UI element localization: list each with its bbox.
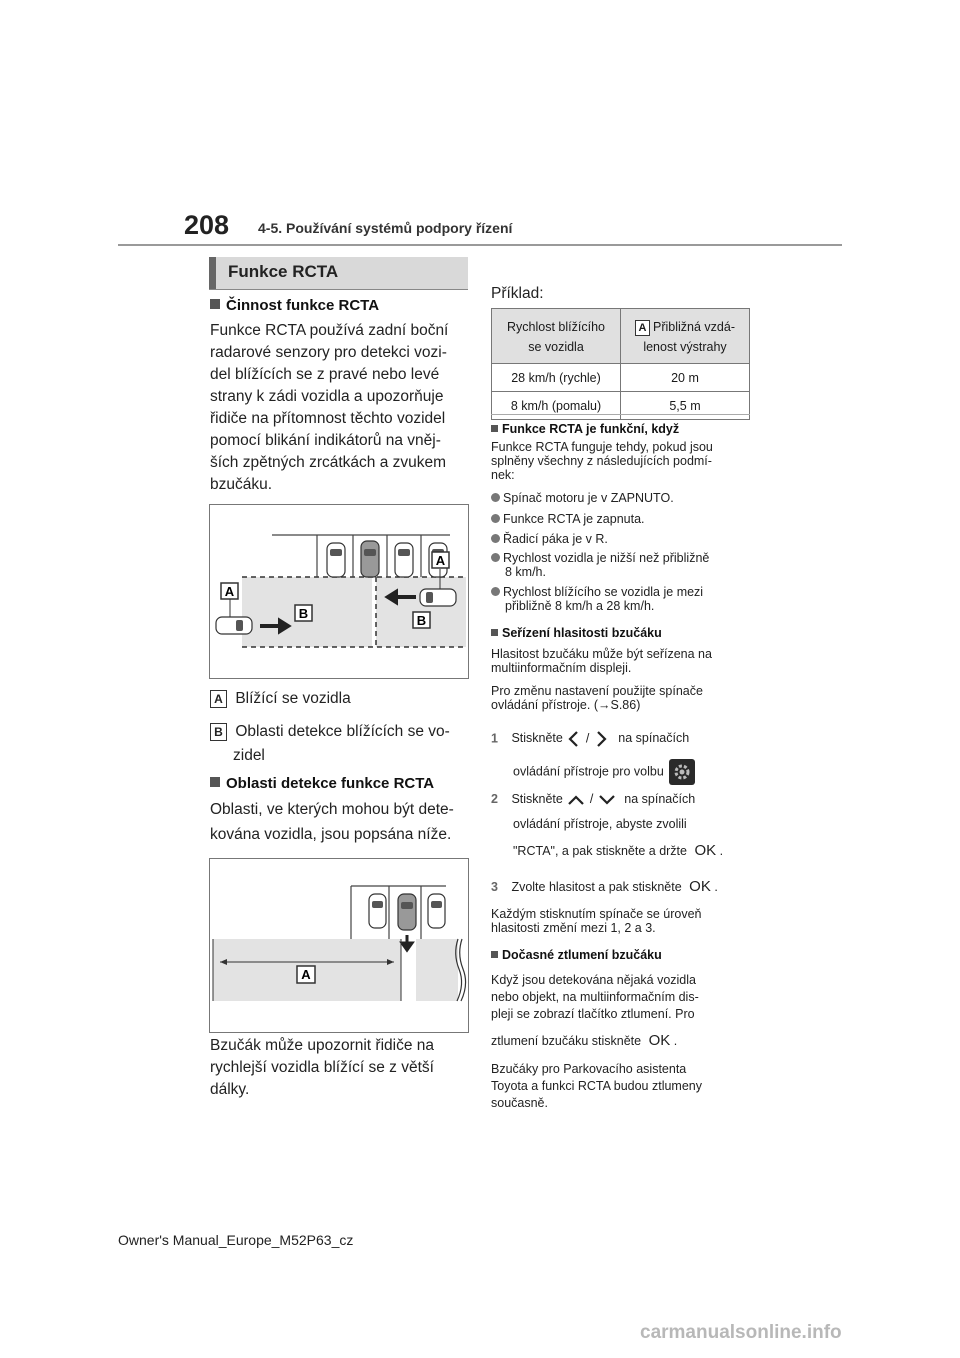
condition-item: Funkce RCTA je zapnuta. <box>491 512 645 526</box>
section-title <box>209 257 468 290</box>
square-bullet-icon <box>491 425 498 432</box>
chevron-left-icon <box>566 729 582 749</box>
figure-detection-areas <box>209 858 469 1033</box>
heading-functional: Funkce RCTA je funkční, když <box>491 422 679 436</box>
ok-button-icon: OK <box>689 878 711 895</box>
square-bullet-icon <box>210 299 220 309</box>
distance-table <box>491 308 750 420</box>
header-divider <box>118 244 842 246</box>
square-bullet-icon <box>491 629 498 636</box>
operation-paragraph: Funkce RCTA používá zadní boční radarové senzory pro detekci vozi- del blížících se z pravé nebo levé strany k zádi vozidla a upozorňuje řidiče na přítomnost těchto vozidel pomocí blikání indikátorů na vněj- ších zpětných zrcátkách a zvukem bzučáku. <box>210 322 449 493</box>
ok-button-icon: OK <box>694 842 717 859</box>
step-3: 3 Zvolte hlasitost a pak stiskněte OK . <box>491 878 718 895</box>
heading-operation: Činnost funkce RCTA <box>210 297 379 314</box>
step-1-continued: ovládání přístroje pro volbu <box>513 759 695 785</box>
svg-text:B: B <box>298 606 309 621</box>
heading-volume: Seřízení hlasitosti bzučáku <box>491 626 662 640</box>
bullet-dot-icon <box>491 553 500 562</box>
change-paragraph: Pro změnu nastavení použijte spínače ovládání přístroje. (→S.86) <box>491 684 703 712</box>
table-header-distance: A Přibližná vzdá- lenost výstrahy <box>621 309 750 364</box>
table-header-speed: Rychlost blížícího se vozidla <box>492 309 621 364</box>
step-2-line-3: "RCTA", a pak stiskněte a držte OK . <box>513 842 724 859</box>
chevron-right-icon <box>593 729 609 749</box>
step-2: 2 Stiskněte / na spínačích <box>491 792 696 806</box>
bullet-dot-icon <box>491 514 500 523</box>
condition-item: Řadicí páka je v R. <box>491 532 608 546</box>
square-bullet-icon <box>210 777 220 787</box>
svg-text:A: A <box>301 967 311 982</box>
functional-paragraph: Funkce RCTA funguje tehdy, pokud jsou splněny všechny z následujících podmí- nek: <box>491 440 713 482</box>
warning-paragraph: Bzučák může upozornit řidiče na rychlejší vozidla blížící se z větší dálky. <box>210 1037 435 1098</box>
condition-item: Rychlost vozidla je nižší než přibližně 8 km/h. <box>491 551 709 579</box>
footer-text: Owner's Manual_Europe_M52P63_cz <box>118 1232 354 1248</box>
watermark: carmanualsonline.info <box>640 1322 842 1343</box>
mute-paragraph: Když jsou detekována nějaká vozidla nebo objekt, na multiinformačním dis- pleji se zobrazí tlačítko ztlumení. Pro <box>491 973 699 1021</box>
legend-b-box: B <box>210 723 227 741</box>
rcta-operation-diagram <box>210 505 468 678</box>
square-bullet-icon <box>491 951 498 958</box>
heading-areas: Oblasti detekce funkce RCTA <box>210 775 434 792</box>
section-title-text: Funkce RCTA <box>228 262 339 281</box>
bullet-dot-icon <box>491 587 500 596</box>
step-2-line-2: ovládání přístroje, abyste zvolili <box>513 817 687 831</box>
approaching-car-left-icon <box>216 617 252 634</box>
detection-area-side <box>416 939 458 1001</box>
chevron-up-icon <box>566 793 586 807</box>
svg-text:A: A <box>435 553 446 568</box>
arrow-down-icon <box>402 935 412 950</box>
parked-car-right-icon <box>428 894 445 928</box>
table-row: 8 km/h (pomalu) 5,5 m <box>492 392 750 420</box>
condition-item: Spínač motoru je v ZAPNUTO. <box>491 491 674 505</box>
svg-text:B: B <box>416 613 427 628</box>
svg-text:A: A <box>224 584 235 599</box>
bullet-dot-icon <box>491 493 500 502</box>
heading-mute: Dočasné ztlumení bzučáku <box>491 948 662 962</box>
figure-rcta-operation <box>209 504 469 679</box>
detection-areas-diagram <box>210 859 468 1032</box>
mute-paragraph-end: ztlumení bzučáku stiskněte OK . <box>491 1032 678 1049</box>
chapter-title: 4-5. Používání systémů podpory řízení <box>258 220 513 236</box>
areas-paragraph: Oblasti, ve kterých mohou být dete- kována vozidla, jsou popsána níže. <box>210 801 454 843</box>
parked-car-2-icon <box>395 543 413 577</box>
ok-button-icon: OK <box>648 1032 671 1049</box>
legend-b: B Oblasti detekce blížících se vo- <box>210 721 450 743</box>
own-car-icon <box>398 894 416 930</box>
legend-b-continued: zidel <box>233 747 265 764</box>
section-divider <box>491 414 750 415</box>
parked-car-1-icon <box>327 543 345 577</box>
legend-a: A Blížící se vozidla <box>210 688 351 710</box>
muted-paragraph: Bzučáky pro Parkovacího asistenta Toyota a funkci RCTA budou ztlumeny současně. <box>491 1062 702 1110</box>
approaching-car-right-icon <box>420 589 456 606</box>
condition-item: Rychlost blížícího se vozidla je mezi přibližně 8 km/h a 28 km/h. <box>491 585 703 613</box>
parked-car-left-icon <box>369 894 386 928</box>
volume-paragraph: Hlasitost bzučáku může být seřízena na multiinformačním displeji. <box>491 647 712 675</box>
section-title-bar <box>209 257 216 289</box>
own-car-icon <box>361 541 379 577</box>
each-press-paragraph: Každým stisknutím spínače se úroveň hlasitosti změní mezi 1, 2 a 3. <box>491 907 702 935</box>
step-1: 1 Stiskněte / na spínačích <box>491 729 689 749</box>
page-number: 208 <box>184 210 230 240</box>
example-label: Příklad: <box>491 285 544 302</box>
table-row: 28 km/h (rychle) 20 m <box>492 364 750 392</box>
chevron-down-icon <box>597 793 617 807</box>
settings-gear-icon <box>669 759 695 785</box>
bullet-dot-icon <box>491 534 500 543</box>
legend-a-box: A <box>210 690 227 708</box>
